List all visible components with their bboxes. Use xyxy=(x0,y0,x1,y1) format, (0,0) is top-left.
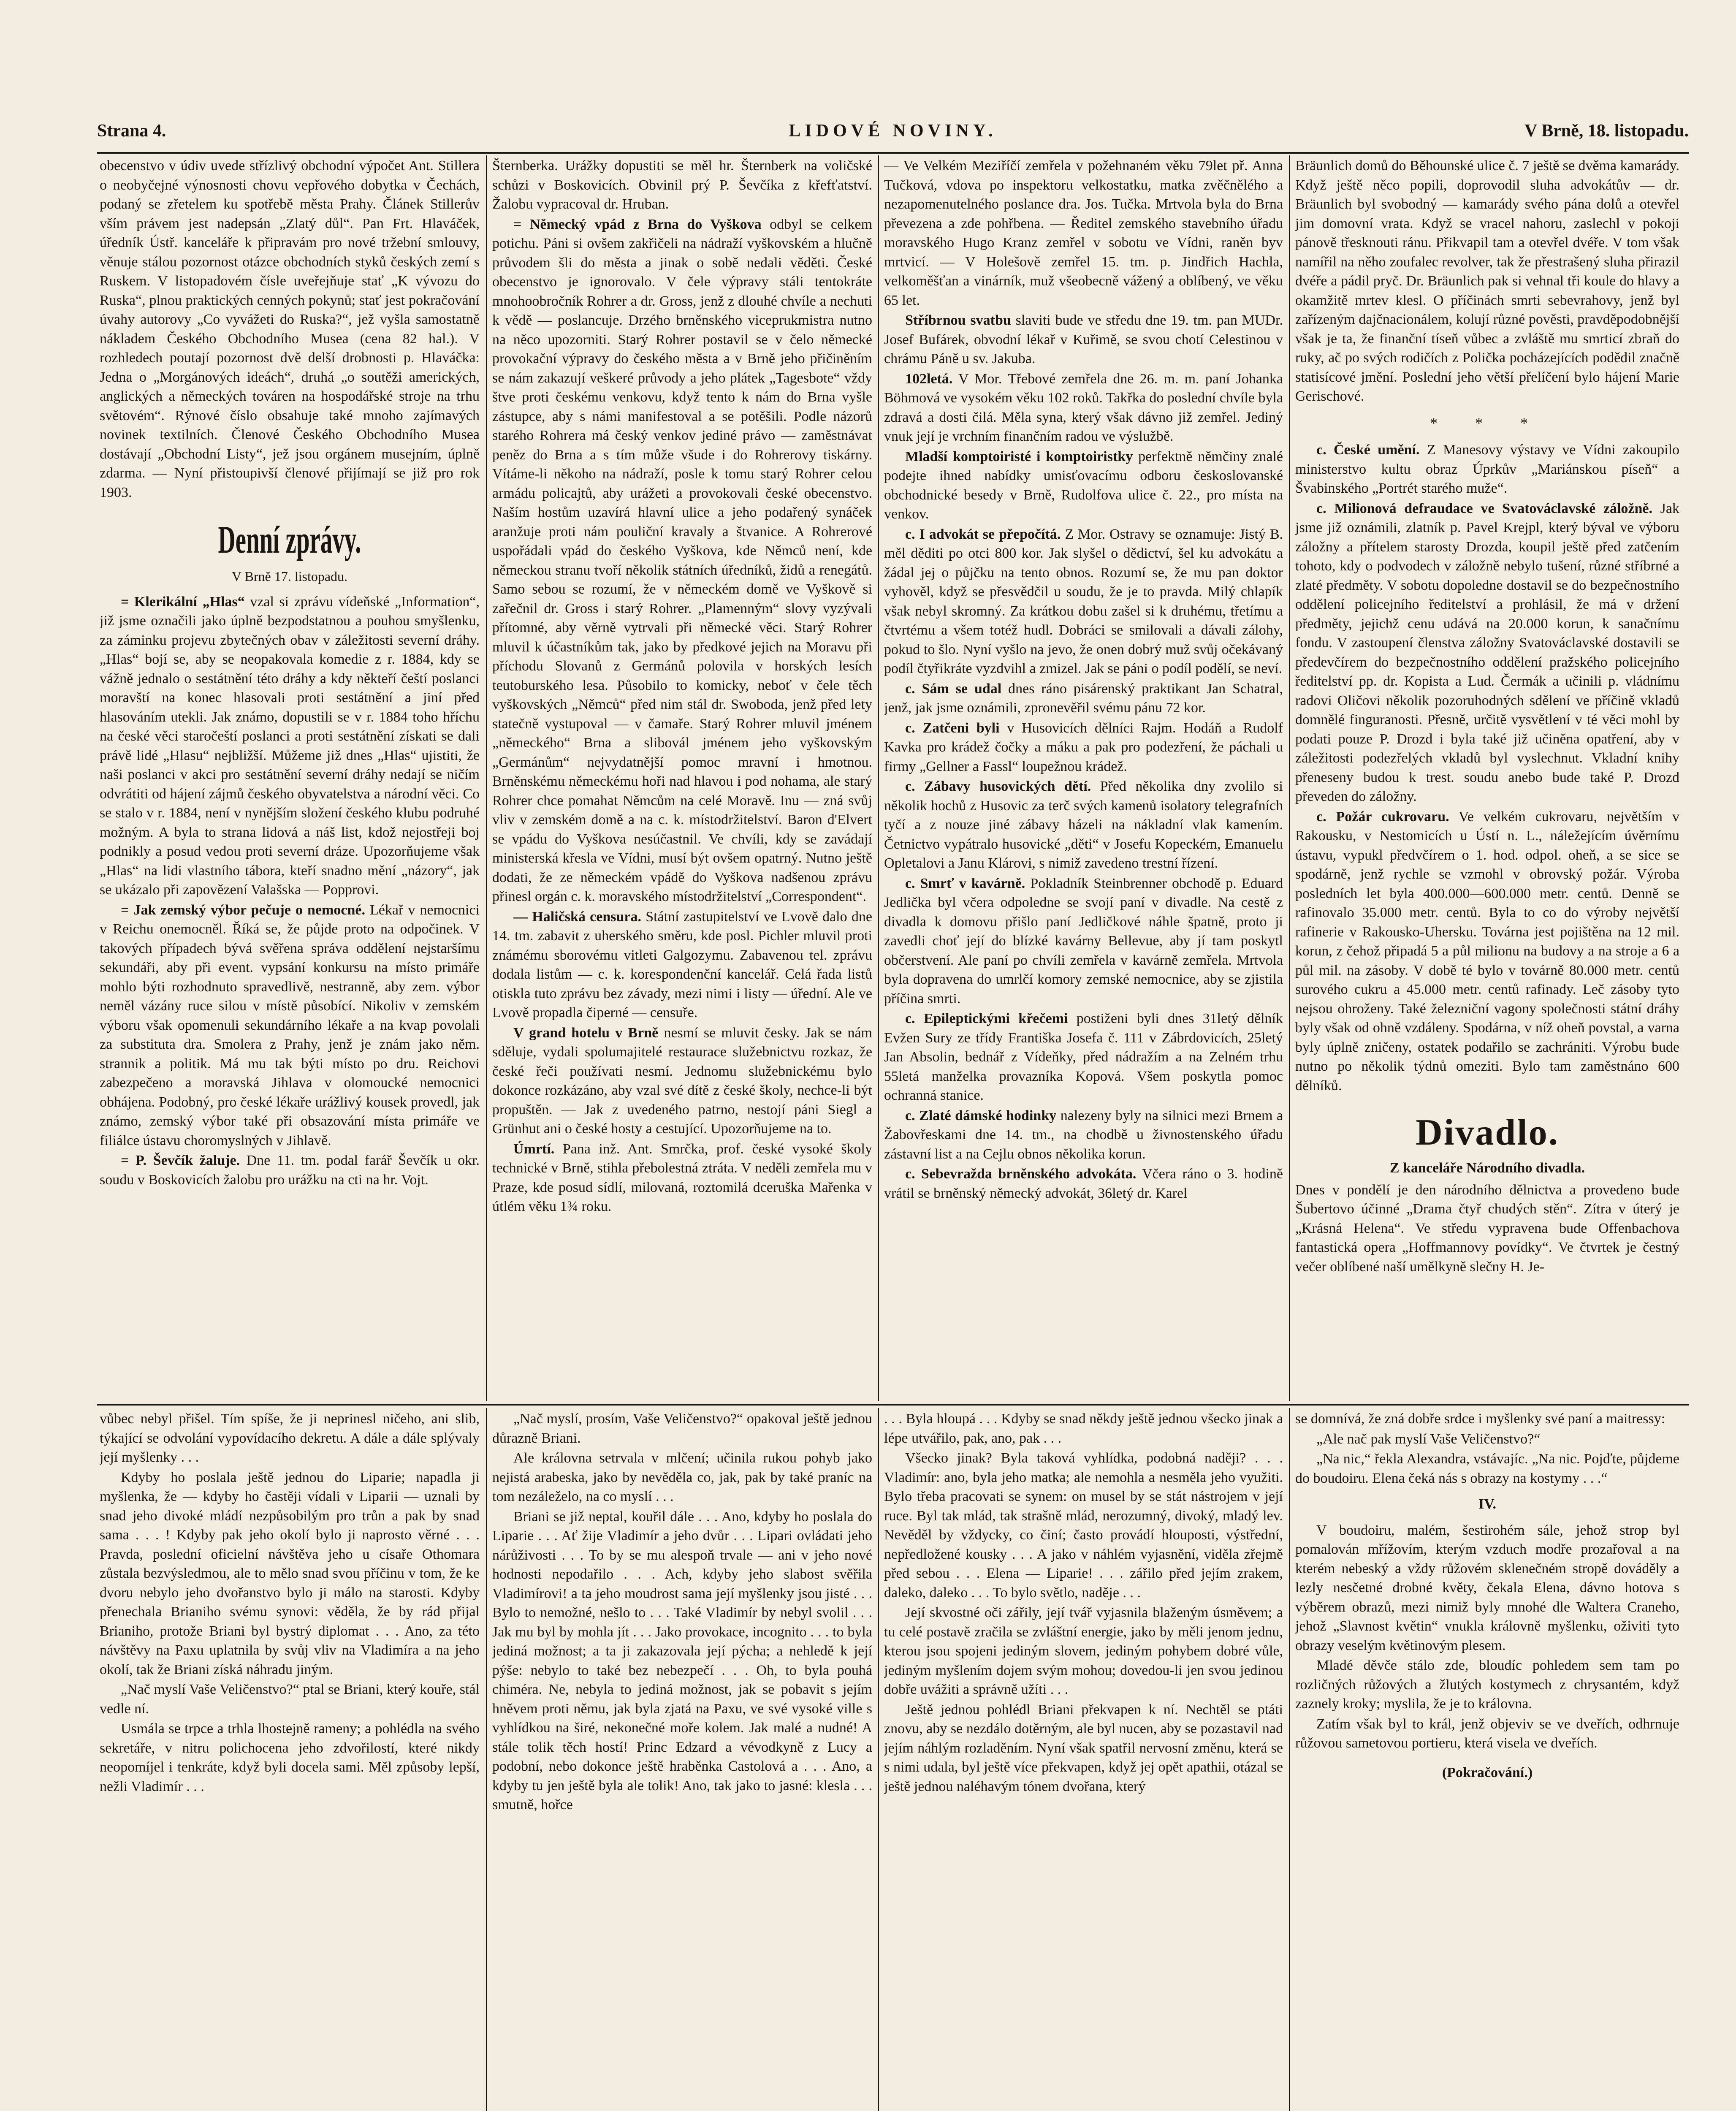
news-item-title: Zlaté dámské hodinky xyxy=(919,1107,1057,1123)
news-item-title: Smrť v kavárně. xyxy=(920,875,1025,891)
news-item-title: Zatčeni byli xyxy=(922,720,1000,736)
feuilleton-paragraph: Ale královna setrvala v mlčení; učinila rukou pohyb jako nejistá arabeska, jako by nevěděla co, jak, pak by také praníc na tom nezáleželo, na co myslí . . . xyxy=(492,1450,872,1504)
news-item: c. I advokát se přepočítá. Z Mor. Ostravy se oznamuje: Jistý B. měl děditi po otci 800 kor. Jak slyšel o dědictví, šel ku advokátu a žádal jej o půjčku na tento obnos. Rozumí se, že mu pan doktor vyhověl, když se přesvědčil u soudu, že je to pravda. Milý chlapík však nebyl skromný. Za krátkou dobu zašel si k druhému, třetímu a čtvrtému a všem totéž hudl. Dobráci se smilovali a dávali zálohy, pokud to šlo. Nyní vyšlo na jevo, že onen dobrý muž svůj očekávaný podíl čtyřikráte vyzdvihl a zmizel. Jak se páni o podíl podělí, se neví. xyxy=(884,526,1283,676)
feuilleton-column-3 xyxy=(884,1409,1283,2111)
feuilleton-paragraph: vůbec nebyl přišel. Tím spíše, že ji neprinesl ničeho, ani slib, týkající se odvolání vypovídacího dekretu. A dále a dále splývaly její myšlenky . . . xyxy=(100,1411,480,1465)
feuilleton-column-1 xyxy=(100,1409,480,2111)
news-item-title: P. Ševčík žaluje. xyxy=(135,1153,240,1168)
news-item-title: Epileptickými křečemi xyxy=(923,1011,1068,1026)
feuilleton-paragraph: Zatím však byl to král, jenž objeviv se ve dveřích, odhrnuje růžovou sametovou portieru, která visela ve dveřích. xyxy=(1295,1716,1679,1751)
feuilleton-paragraph: Usmála se trpce a trhla lhostejně rameny; a pohlédla na svého sekretáře, v nitru polichocena jeho zdvořilostí, které nikdy neopomíjel i tenkráte, když byli docela sami. Měl způsoby lepší, nežli Vladimír . . . xyxy=(100,1721,480,1794)
article-paragraph: — Ve Velkém Meziříčí zemřela v požehnaném věku 79let př. Anna Tučková, vdova po inspektoru velkostatku, matka zvěčnělého a nezapomenutelného poslance dra. Jos. Tučka. Mrtvola byla do Brna převezena a zde pohřbena. — Ředitel zemského stavebního úřadu moravského Hugo Kranz zemřel v sobotu ve Vídni, raněn byv mrtvicí. — V Holešově zemřel 15. tm. p. Jindřich Hachla, velkoměšťan a vinárník, muž všeobecně vážený a oblíbený, ve věku 65 let. xyxy=(884,158,1283,308)
feuilleton-paragraph: V boudoiru, malém, šestirohém sále, jehož strop byl pomalován mřížovím, kterým vzduch modře prozařoval a na kterém nebeský a vždy růžovém sklenečném stropě dováděly a lezly nesčetné drobné květy, čekala Elena, dávno hotova s výběrem obrazů, mezi nimiž byly mnohé dle Waltera Craneho, jehož „Slavnost květin“ vnukla královně myšlenku, oživiti tyto obrazy veselým květinovým plesem. xyxy=(1295,1522,1679,1653)
news-item-body: Včera ráno o 3. hodině vrátil se brněnský německý advokát, 36letý dr. Karel xyxy=(884,1166,1283,1201)
news-item-body: Z Manesovy výstavy ve Vídni zakoupilo ministerstvo kultu obraz Úprkův „Mariánskou píseň“ a Švabinského „Portrét starého muže“. xyxy=(1295,442,1679,496)
column-2 xyxy=(492,156,872,1402)
news-item: c. Zábavy husovických dětí. Před několika dny zvolilo si několik hochů z Husovic za terč svých kamenů isolatory telegrafních tyčí a z nouze jiné zábavy házeli na nákladní vlak kamením. Četnictvo vypátralo husovické „děti“ v Josefu Kopeckém, Emanuelu Opletalovi a Janu Klárovi, s nimiž zavedeno trestní řízení. xyxy=(884,779,1283,871)
feuilleton-paragraph: „Ale nač pak myslí Vaše Veličenstvo?“ xyxy=(1316,1431,1541,1447)
feuilleton-paragraph: Mladé děvče stálo zde, bloudíc pohledem sem tam po rozličných růžových a žlutých kostymech z chrysantém, když zaznely kroky; myslila, že je to královna. xyxy=(1295,1658,1679,1712)
feuilleton-column-4 xyxy=(1295,1409,1679,2111)
news-item-title: Sám se udal xyxy=(922,681,1002,697)
news-item: c. České umění. Z Manesovy výstavy ve Vídni zakoupilo ministerstvo kultu obraz Úprkův „Mariánskou píseň“ a Švabinského „Portrét starého muže“. xyxy=(1295,442,1679,496)
news-item: c. Požár cukrovaru. Ve velkém cukrovaru, největším v Rakousku, v Nestomicích u Ústí n. L., náležejícím úvěrnímu ústavu, vypukl předvčírem o 1. hod. odpol. oheň, a se sice se spodárně, jenž rychle se vzmohl v obrovský požár. Výroba posledních let byla 400.000—600.000 metr. centů. Denně se rafinovalo 35.000 metr. centů. Byla to co do výroby největší rafinerie v Rakousko-Uhersku. Továrna jest pojištěna na 12 mil. korun, z čehož připadá 5 a půl milionu na budovy a na stroje a 6 a půl mil. na zásoby. V době té bylo v továrně 80.000 metr. centů surového cukru a 45.000 metr. centů rafinady. Leč zásoby tyto nejsou ohroženy. Také železniční vagony společnosti státní dráhy byly však od ohně vzdáleny. Spodárna, v níž oheň povstal, a varna byly úplně zničeny, ostatek podařilo se zachrániti. Výrobu bude nutno po několik týdnů omeziti. Bylo tam zaměstnáno 600 dělníků. xyxy=(1295,809,1679,1093)
news-item-title: Z kanceláře Národního divadla. xyxy=(1389,1160,1585,1176)
article-paragraph: Bräunlich domů do Běhounské ulice č. 7 ještě se dvěma kamarády. Když ještě něco popili, doprovodil sluha advokátův — dr. Bräunlich byl svobodný — kamarády svého pána dolů a otevřel jim domovní vrata. Když se vracel nahoru, zaslechl v pokoji pánově třesknouti ránu. Přikvapil tam a otevřel dvéře. V tom však namířil na něho zoufalec revolver, tak že přestrašený sluha přirazil dvéře a pádil pryč. Dr. Bräunlich pak si vehnal tři koule do hlavy a okamžitě mrtev klesl. O příčinách smrti sebevrahovy, jenž byl zařízeným dajčnacionálem, kolují různé pověsti, pravděpodobnější však je ta, že finanční tíseň vůbec a zvláště mu smrticí zbraň do ruky, ač po svých rodičích z Polička pocházejících podědil značně statisícové jmění. Poslední jeho větší přelíčení bylo hájení Marie Gerischové. xyxy=(1295,158,1679,404)
feuilleton-rule xyxy=(97,1404,1689,1406)
news-item-body: Ve velkém cukrovaru, největším v Rakousku, v Nestomicích u Ústí n. L., náležejícím úvěrnímu ústavu, vypukl předvčírem o 1. hod. odpol. oheň, a se sice se spodárně, jenž rychle se vzmohl v obrovský požár. Výroba posledních let byla 400.000—600.000 metr. centů. Denně se rafinovalo 35.000 metr. centů. Byla to co do výroby největší rafinerie v Rakousko-Uhersku. Továrna jest pojištěna na 12 mil. korun, z čehož připadá 5 a půl milionu na budovy a na stroje a 6 a půl mil. na zásoby. V době té bylo v továrně 80.000 metr. centů surového cukru a 45.000 metr. centů rafinady. Leč zásoby tyto nejsou ohroženy. Také železniční vagony společnosti státní dráhy byly však od ohně vzdáleny. Spodárna, v níž oheň povstal, a varna byly úplně zničeny, ostatek podařilo se zachrániti. Výrobu bude nutno po několik týdnů omeziti. Bylo tam zaměstnáno 600 dělníků. xyxy=(1295,809,1679,1093)
news-item-body: dnes ráno pisárenský praktikant Jan Schatral, jenž, jak jsme oznámili, zpronevěřil svému pánu 72 kor. xyxy=(884,681,1283,716)
news-item-title: Jak zemský výbor pečuje o nemocné. xyxy=(133,902,365,918)
news-item: c. Milionová defraudace ve Svatováclavské záložně. Jak jsme již oznámili, zlatník p. Pavel Krejpl, který býval ve výboru záložny a přítelem starosty Drozda, koupil ještě před zatčením tohoto, kdy o podvodech v záložně nebylo tušení, různé stříbrné a zlaté předměty. V sobotu dopoledne dostavil se do bezpečnostního oddělení policejního ředitelství a prohlásil, že má v držení předměty, jejichž cenu udává na 20.000 korun, k sanačnímu fondu. V zastoupení členstva záložny Svatováclavské dostavili se předevčírem do bezpečnostního oddělení pražského policejního ředitelství pp. dr. Kopista a Lud. Čermák a učinili p. vládnímu radovi Oličovi několik pozoruhodných sdělení ve příčině vkladů domnělé finguranosti. Přesně, určitě vysvětlení v té věci mohl by podati pouze P. Drozd i byla také již učiněna opatření, aby v záležitosti podezřelých vkladů byl vyslechnut. Vkladní knihy přeneseny budou k trest. soudu anebo bude také P. Drozd převeden do záložny. xyxy=(1295,500,1679,804)
news-item-body: Před několika dny zvolilo si několik hochů z Husovic za terč svých kamenů isolatory telegrafních tyčí a z nouze jiné zábavy házeli na nákladní vlak kamením. Četnictvo vypátralo husovické „děti“ v Josefu Kopeckém, Emanuelu Opletalovi a Janu Klárovi, s nimiž zavedeno trestní řízení. xyxy=(884,779,1283,871)
news-item-body: Státní zastupitelství ve Lvově dalo dne 14. tm. zabavit z uherského směru, kde posl. Pichler mluvil proti známému sborovému vitleti Galgozymu. Zabavenou tel. zprávu dodala listům — c. k. korespondenční kancelář. Celá řada listů otiskla tuto zprávu bez závady, mezi nimi i listy — úřední. Ale ve Lvově propadla čiperné — censuře. xyxy=(492,909,872,1020)
article-paragraph: obecenstvo v údiv uvede střízlivý obchodní výpočet Ant. Stillera o neobyčejné výnosnosti chovu vepřového dobytka v Čechách, podaný se zřetelem ku spotřebě města Prahy. Článek Stillerův vším právem jest nadepsán „Zlatý důl“. Pan Frt. Hlaváček, úředník Ústř. kanceláře k připravám pro nové tržební smlouvy, věnuje stálou pozornost otázce obchodních styků českých zemí s Ruskem. V listopadovém čísle uveřejňuje stať „K vývozu do Ruska“, plnou praktických cenných pokynů; stať jest pokračování úvahy autorovy „Co vyvážeti do Ruska?“, jež vyšla samostatně nákladem Českého Obchodního Musea (cena 82 hal.). V rozhledech poutají pozornost dvě delší drobnosti p. Hlaváčka: Jedna o „Morgánových ideách“, druhá „o soutěži amerických, anglických a německých továren na hospodářské stroje na trhu světovém“. Rýnové číslo obsahuje také mnoho zajímavých novinek textilních. Členové Českého Obchodního Musea dostávají „Obchodní Listy“, jež jsou orgánem musejním, úplně zdarma. — Nyní přistoupivší členové přijímají se již pro rok 1903. xyxy=(100,158,480,500)
page-number: Strana 4. xyxy=(97,121,166,141)
news-item: c. Zatčeni byli v Husovicích dělníci Rajm. Hodáň a Rudolf Kavka pro krádež čočky a máku a pak pro podezření, že páchali u firmy „Gellner a Fassl“ loupežnou krádež. xyxy=(884,720,1283,774)
news-item: c. Smrť v kavárně. Pokladník Steinbrenner obchodě p. Eduard Jedlička byl včera odpoledne se svojí paní v divadle. Na cestě z divadla k domovu přišlo paní Jedličkové náhle špatně, proto ji zavedli choť její do blízké kavárny Bellevue, aby jí tam poskytl občerstvení. Ale paní po chvíli zemřela v kavárně zemřela. Mrtvola byla dopravena do umrlčí komory zemské nemocnice, aby se zjistila příčina smrti. xyxy=(884,875,1283,1007)
news-item-body: Pokladník Steinbrenner obchodě p. Eduard Jedlička byl včera odpoledne se svojí paní v divadle. Na cestě z divadla k domovu přišlo paní Jedličkové náhle špatně, proto ji zavedli choť její do blízké kavárny Bellevue, aby jí tam poskytl občerstvení. Ale paní po chvíli zemřela v kavárně zemřela. Mrtvola byla dopravena do umrlčí komory zemské nemocnice, aby se zjistila příčina smrti. xyxy=(884,875,1283,1007)
header-rule xyxy=(97,152,1689,154)
news-item-title: České umění. xyxy=(1334,442,1420,458)
news-item-body: v Husovicích dělníci Rajm. Hodáň a Rudolf Kavka pro krádež čočky a máku a pak pro podezření, že páchali u firmy „Gellner a Fassl“ loupežnou krádež. xyxy=(884,720,1283,774)
chapter-number: IV. xyxy=(1478,1496,1496,1512)
news-item xyxy=(492,1140,872,1216)
news-item-body: slaviti bude ve středu dne 19. tm. pan MUDr. Josef Bufárek, obvodní lékař v Kuřimě, se svou chotí Celestinou v chrámu Páně u sv. Jakuba. xyxy=(884,312,1283,366)
news-item-title: Úmrtí. xyxy=(513,1141,555,1157)
date-place: V Brně, 18. listopadu. xyxy=(1524,121,1689,141)
feuilleton-paragraph: „Na nic,“ řekla Alexandra, vstávajíc. „Na nic. Pojďte, půjdeme do boudoiru. Elena čeká nás s obrazy na kostymy . . .“ xyxy=(1295,1451,1679,1486)
news-item-title: V grand hotelu v Brně xyxy=(513,1025,659,1041)
news-item: c. Sebevražda brněnského advokáta. Včera ráno o 3. hodině vrátil se brněnský německý advokát, 36letý dr. Karel xyxy=(884,1166,1283,1201)
news-item-body: Pana inž. Ant. Smrčka, prof. české vysoké školy technické v Brně, stihla přebolestná ztráta. V neděli zemřela mu v Praze, kde posud sídlí, milovaná, roztomilá dceruška Mařenka v útlém věku 1¾ roku. xyxy=(492,1141,872,1214)
feuilleton-paragraph: „Nač myslí Vaše Veličenstvo?“ ptal se Briani, který kouře, stál vedle ní. xyxy=(100,1682,480,1717)
news-item-title: Klerikální „Hlas“ xyxy=(134,594,245,610)
news-item: c. Epileptickými křečemi postiženi byli dnes 31letý dělník Evžen Sury ze třídy Františka Josefa č. 111 v Zábrdovicích, 25letý Jan Absolin, bednář z Vídeňky, před nádražím a na Zelném trhu 55letá manželka provazníka Kopová. Všem poskytla pomoc ochranná stanice. xyxy=(884,1011,1283,1103)
column-1 xyxy=(100,156,480,1402)
news-item xyxy=(884,447,1283,524)
news-item-body: odbyl se celkem potichu. Páni si ovšem zakřičeli na nádraží vyškovském a hlučně průvodem šli do města a jinak o sobě nedali věděti. České obecenstvo je ignorovalo. V čele výpravy stáli tentokráte mnohoobročník Rohrer a dr. Gross, jenž z dlouhé chvíle a nechuti k vědě — poslancuje. Drzého brněnského viceprukmistra nutno na něco upozorniti. Starý Rohrer postavil se v čelo německé provokační výpravy do českého města a v Brně jeho přičiněním se nám zakazují veškeré průvody a jeho plátek „Tagesbote“ vždy štve proti českému venkovu, když tento k nám do Brna vyšle zástupce, aby s námi manifestoval a se potěšili. Podle názorů starého Rohrera má český venkov jediné právo — zaměstnávat peněz do Brna a s tím může všude i do Rohrerovy tiskárny. Vítáme-li někoho na nádraží, posle k tomu starý Rohrer celou armádu policajtů, aby urážeti a provokovali české obecenstvo. Naším hostům uzavírá hlavní ulice a jeho podařený synáček aranžuje proti nám pouliční kravaly a štvanice. A Rohrerové uspořádali vpád do českého Vyškova, kde Němců není, kde německou stranu tvoří několik státních úředníků, židů a renegátů. Samo sebou se rozumí, že v německém domě ve Vyškově si zařečnil dr. Gross i starý Rohrer. „Plamenným“ slovy vyzývali přítomné, aby věrně vytrvali při německé věci. Starý Rohrer mluvil k účastníkům tak, jako by předkové jejich na Moravu při příchodu Slovanů z Germánů polovila v horských lesích teutoburského lesa. Působilo to komicky, neboť v čele těch vyškovských „Němců“ před nim stál dr. Swoboda, jenž před lety statečně vystupoval — v čamaře. Starý Rohrer mluvil jménem „německého“ Brna a slibovál jménem jeho vyškovským „Germánům“ nejvydatnější pomoc mravní i hmotnou. Brněnskému německému hoři nad hlavou i pod nohama, ale starý Rohrer chce pomahat Němcům na celé Moravě. Inu — zná svůj vliv v zemském domě a na c. k. místodržitelství. Baron d'Elvert se vpádu do Vyškova nesúčastnil. Ve chvíli, kdy se zavádají ministerská křesla ve Vídni, musí být ovšem opatrný. Nutno ještě dodati, že ze německém vpádě do Vyškova nadšenou zprávu přinesl orgán c. k. moravského místodržitelství „Correspondent“. xyxy=(492,216,872,904)
continuation-note: (Pokračování.) xyxy=(1442,1764,1533,1780)
column-rule xyxy=(878,1408,879,2111)
news-item-body: Z Mor. Ostravy se oznamuje: Jistý B. měl děditi po otci 800 kor. Jak slyšel o dědictví, šel ku advokátu a žádal jej o půjčku na tento obnos. Rozumí se, že mu pan doktor vyhověl, když se přesvědčil u soudu, že je to pravda. Milý chlapík však nebyl skromný. Za krátkou dobu zašel si k druhému, třetímu a čtvrtému a všem totéž hudl. Dobráci se smilovali a dávali zálohy, pokud to šlo. Nyní vyšlo na jevo, že onen dobrý muž svůj očekávaný podíl čtyřikráte vyzdvihl a zmizel. Jak se páni o podíl podělí, se neví. xyxy=(884,526,1283,676)
news-item xyxy=(492,1023,872,1139)
news-item-body: Dne 11. tm. podal farář Ševčík u okr. soudu v Boskovicích žalobu pro urážku na cti na hr. Vojt. xyxy=(100,1153,480,1188)
news-item-body: Jak jsme již oznámili, zlatník p. Pavel Krejpl, který býval ve výboru záložny a přítelem starosty Drozda, koupil ještě před zatčením tohoto, kdy o podvodech v záložně nebylo tušení, různé stříbrné a zlaté předměty. V sobotu dopoledne dostavil se do bezpečnostního oddělení policejního ředitelství a prohlásil, že má v držení předměty, jejichž cenu udává na 20.000 korun, k sanačnímu fondu. V zastoupení členstva záložny Svatováclavské dostavili se předevčírem do bezpečnostního oddělení pražského policejního ředitelství pp. dr. Kopista a Lud. Čermák a učinili p. vládnímu radovi Oličovi několik pozoruhodných sdělení ve příčině vkladů domnělé finguranosti. Přesně, určitě vysvětlení v té věci mohl by podati pouze P. Drozd i byla také již učiněna opatření, aby v záležitosti podezřelých vkladů byl vyslechnut. Vkladní knihy přeneseny budou k trest. soudu anebo bude také P. Drozd převeden do záložny. xyxy=(1295,500,1679,804)
news-item-title: I advokát se přepočítá. xyxy=(919,526,1061,542)
news-item-body: Lékař v nemocnici v Reichu onemocněl. Říká se, že půjde proto na odpočinek. V takových případech bývá svěřena správa oddělení nejstaršímu sekundáři, aby při event. vypsání konkursu na místo primáře mohlo býti rozhodnuto spravedlivě, nestranně, aby zem. výbor neměl vázány ruce silou v místě působící. Nikoliv v zemském výboru však opomenuli sekundárního lékaře a na kvap povolali za substituta dra. Smolera z Prahy, jenž je znám jako něm. strannik a politik. Má mu tak býti místo po dru. Reichovi zabezpečeno a moravská Jihlava v olomoucké nemocnici obhájena. Podobný, pro české lékaře urážlivý kousek provedl, jak známo, zemský výbor také při obsazování místa primáře ve filiálce ústavu choromyslných v Jihlavě. xyxy=(100,902,480,1148)
news-item xyxy=(884,311,1283,369)
news-item: = Klerikální „Hlas“ vzal si zprávu vídeňské „Information“, již jsme označili jako úplně bezpodstatnou a pouhou smyšlenku, za záminku projevu zbytečných obav v záležitosti severní dráhy. „Hlas“ bojí se, aby se neopakovala komedie z r. 1884, kdy se vážně jednalo o sestátnění této dráhy a kdy někteří čeští poslanci moravští na konec hlasovali proti sestátnění a jiní před hlasováním utekli. Jak známo, dopustili se v r. 1884 toho hříchu na české věci staročeští poslanci a proti sestátnění získati se dali právě lidé „Hlasu“ nejbližší. Můžeme již dnes „Hlas“ ujistiti, že naši poslanci v akci pro sestátnění severní dráhy nedají se ničím odvrátiti od hájení zájmů českého obyvatelstva a národní věci. Co se stalo v r. 1884, není v nynějším složení českého klubu podruhé možným. A byla to strana lidová a náš list, kdož nejostřeji boj podnikly a posud vedou proti severní dráze. Upozorňujeme však „Hlas“ na lidi vlastního tábora, kteří snadno mění „názory“, jak se ukázalo při zapovězení Valašska — Popprovi. xyxy=(100,594,480,898)
news-item-body: nesmí se mluvit česky. Jak se nám sděluje, vydali spolumajitelé restaurace služebnictvu rozkaz, že české řeči používati nesmí. Jednomu služebnickému bylo dokonce rozkázáno, aby vzal své dítě z české školy, nechce-li být propuštěn. — Jak z uvedeného patrno, nestojí páni Siegl a Grünhut ani o české hosty a cestující. Upozorňujeme na to. xyxy=(492,1025,872,1137)
page-header xyxy=(97,121,1689,150)
feuilleton-paragraph: Briani se již neptal, kouřil dále . . . Ano, kdyby ho poslala do Liparie . . . Ať žije Vladimír a jeho dvůr . . . Lipari ovládati jeho nárůživosti . . . To by se mu alespoň trvale — ani v jeho nové hodnosti nepodařilo . . . Ach, kdyby jeho slabost svěřila Vladimírovi! a ta jeho moudrost sama její myšlenky jsou jisté . . . Bylo to nemožné, nešlo to . . . Také Vladimír by nebyl svolil . . . Jak mu byl by mohla jít . . . Jako provokace, incognito . . . to byla jediná možnost; a ta ji zakazovala její pýcha; a nehledě k její pýše: nebylo to také bez nebezpečí . . . Oh, to byla pouhá chiméra. Ne, nebyla to jediná možnost, jak se pobavit s jejím hněvem proti němu, jak byla zjatá na Paxu, ve své vysoké ville s vyhlídkou na širé, nekonečné moře kolem. Jak malé a nudné! A stále tolik těch hostí! Princ Edzard a vévodkyně z Lucy a podobní, nebo dokonce ještě hraběnka Castolová a . . . Ano, a kdyby tu jen ještě byla ale tolik! Ano, tak jako to jasné: klesla . . . smutně, hořce xyxy=(492,1509,872,1813)
column-rule xyxy=(486,1408,487,2111)
news-item-body: Dnes v pondělí je den národního dělnictva a provedeno bude Šubertovo účinné „Drama čtyř chudých stěn“. Zítra v úterý je „Krásná Helena“. Ve středu vypravena bude Offenbachova fantastická opera „Hoffmannovy povídky“. Ve čtvrtek je čestný večer oblíbené naší umělkyně slečny H. Je- xyxy=(1295,1182,1679,1275)
feuilleton-paragraph: Všecko jinak? Byla taková vyhlídka, podobná naději? . . . Vladimír: ano, byla jeho matka; ale nemohla a nesměla jeho využiti. Bylo třeba pracovati se synem: on musel by se stát nástrojem v její ruce. Byl tak mlád, tak strašně mlád, nerozumný, divoký, mladý lev. Nevěděl by vždycky, co činí; často provádí hlouposti, výstřední, nepředložené kousky . . . A jako v náhlém vyjasnění, viděla zřejmě před sebou . . . Elena — Liparie! . . . zářilo před jejím zrakem, daleko, daleko . . . To bylo světlo, naděje . . . xyxy=(884,1450,1283,1601)
feuilleton-column-2 xyxy=(492,1409,872,2111)
column-rule xyxy=(1289,155,1290,1401)
feuilleton-paragraph: Její skvostné oči zářily, její tvář vyjasnila blaženým úsměvem; a tu celé postavě zračila se zvláštní energie, jako by měli jenom jednu, kterou jsou spojeni jediným slovem, jediným pohybem dobré vůle, jediným myšlením dojem svým mohou; dovedou-li jen svou jedinou dobře uvážiti a správně užíti . . . xyxy=(884,1605,1283,1697)
feuilleton-paragraph: „Nač myslí, prosím, Vaše Veličenstvo?“ opakoval ještě jednou důrazně Briani. xyxy=(492,1411,872,1446)
news-item-title: Haličská censura. xyxy=(532,909,641,925)
news-item: = Německý vpád z Brna do Vyškova odbyl se celkem potichu. Páni si ovšem zakřičeli na nádraží vyškovském a hlučně průvodem šli do města a jinak o sobě nedali věděti. České obecenstvo je ignorovalo. V čele výpravy stáli tentokráte mnohoobročník Rohrer a dr. Gross, jenž z dlouhé chvíle a nechuti k vědě — poslancuje. Drzého brněnského viceprukmistra nutno na něco upozorniti. Starý Rohrer postavil se v čelo německé provokační výpravy do českého města a v Brně jeho přičiněním se nám zakazují veškeré průvody a jeho plátek „Tagesbote“ vždy štve proti českému venkovu, když tento k nám do Brna vyšle zástupce, aby s námi manifestoval a se potěšili. Podle názorů starého Rohrera má český venkov jediné právo — zaměstnávat peněz do Brna a s tím může všude i do Rohrerovy tiskárny. Vítáme-li někoho na nádraží, posle k tomu starý Rohrer celou armádu policajtů, aby urážeti a provokovali české obecenstvo. Naším hostům uzavírá hlavní ulice a jeho podařený synáček aranžuje proti nám pouliční kravaly a štvanice. A Rohrerové uspořádali vpád do českého Vyškova, kde Němců není, kde německou stranu tvoří několik státních úředníků, židů a renegátů. Samo sebou se rozumí, že v německém domě ve Vyškově si zařečnil dr. Gross i starý Rohrer. „Plamenným“ slovy vyzývali přítomné, aby věrně vytrvali při německé věci. Starý Rohrer mluvil k účastníkům tak, jako by předkové jejich na Moravu při příchodu Slovanů z Germánů polovila v horských lesích teutoburského lesa. Působilo to komicky, neboť v čele těch vyškovských „Němců“ před nim stál dr. Swoboda, jenž před lety statečně vystupoval — v čamaře. Starý Rohrer mluvil jménem „německého“ Brna a slibovál jménem jeho vyškovským „Germánům“ nejvydatnější pomoc mravní i hmotnou. Brněnskému německému hoři nad hlavou i pod nohama, ale starý Rohrer chce pomahat Němcům na celé Moravě. Inu — zná svůj vliv v zemském domě a na c. k. místodržitelství. Baron d'Elvert se vpádu do Vyškova nesúčastnil. Ve chvíli, kdy se zavádají ministerská křesla ve Vídni, musí být ovšem opatrný. Nutno ještě dodati, že ze německém vpádě do Vyškova nadšenou zprávu přinesl orgán c. k. moravského místodržitelství „Correspondent“. xyxy=(492,216,872,904)
article-paragraph: Šternberka. Urážky dopustiti se měl hr. Šternberk na voličské schůzi v Boskovicích. Obvinil prý P. Ševčíka z křefťatství. Žalobu vypracoval dr. Hruban. xyxy=(492,158,872,212)
newspaper-title: LIDOVÉ NOVINY. xyxy=(789,121,997,141)
column-4 xyxy=(1295,156,1679,1402)
news-item: = Jak zemský výbor pečuje o nemocné. Lékař v nemocnici v Reichu onemocněl. Říká se, že půjde proto na odpočinek. V takových případech bývá svěřena správa oddělení nejstaršímu sekundáři, aby při event. vypsání konkursu na místo primáře mohlo býti rozhodnuto spravedlivě, nestranně, aby zem. výbor neměl vázány ruce silou v místě působící. Nikoliv v zemském výboru však opomenuli sekundárního lékaře a na kvap povolali za substituta dra. Smolera z Prahy, jenž je znám jako něm. strannik a politik. Má mu tak býti místo po dru. Reichovi zabezpečeno a moravská Jihlava v olomoucké nemocnici obhájena. Podobný, pro české lékaře urážlivý kousek provedl, jak známo, zemský výbor také při obsazování místa primáře ve filiálce ústavu choromyslných v Jihlavě. xyxy=(100,902,480,1148)
column-3 xyxy=(884,156,1283,1402)
column-rule xyxy=(1289,1408,1290,2111)
news-item-body: V Mor. Třebové zemřela dne 26. m. m. paní Johanka Böhmová ve vysokém věku 102 roků. Takřka do poslední chvíle byla zdravá a dosti čilá. Měla syna, který však dávno již zemřel. Jediný vnuk její je vrchním finančním radou ve výslužbě. xyxy=(884,371,1283,444)
news-item-title: Mladší komptoiristé i komptoiristky xyxy=(905,448,1133,464)
news-item: = P. Ševčík žaluje. Dne 11. tm. podal farář Ševčík u okr. soudu v Boskovicích žalobu pro urážku na cti na hr. Vojt. xyxy=(100,1153,480,1188)
news-item-title: Německý vpád z Brna do Vyškova xyxy=(529,216,762,232)
news-item-title: Milionová defraudace ve Svatováclavské záložně. xyxy=(1334,500,1652,516)
news-item-title: Sebevražda brněnského advokáta. xyxy=(921,1166,1137,1182)
column-rule xyxy=(486,155,487,1401)
feuilleton-paragraph: se domnívá, že zná dobře srdce i myšlenky své paní a maitressy: xyxy=(1295,1411,1665,1427)
news-item-title: Stříbrnou svatbu xyxy=(905,312,1011,328)
news-item-title: Požár cukrovaru. xyxy=(1336,809,1449,825)
news-item-body: postiženi byli dnes 31letý dělník Evžen Sury ze třídy Františka Josefa č. 111 v Zábrdovicích, 25letý Jan Absolin, bednář z Vídeňky, před nádražím a na Zelném trhu 55letá manželka provazníka Kopová. Všem poskytla pomoc ochranná stanice. xyxy=(884,1011,1283,1103)
news-item-title: Zábavy husovických dětí. xyxy=(924,779,1091,794)
column-rule xyxy=(878,155,879,1401)
separator-stars: * * * xyxy=(1430,414,1545,431)
news-item: — Haličská censura. Státní zastupitelství ve Lvově dalo dne 14. tm. zabavit z uherského směru, kde posl. Pichler mluvil proti známému sborovému vitleti Galgozymu. Zabavenou tel. zprávu dodala listům — c. k. korespondenční kancelář. Celá řada listů otiskla tuto zprávu bez závady, mezi nimi i listy — úřední. Ale ve Lvově propadla čiperné — censuře. xyxy=(492,909,872,1020)
news-item xyxy=(884,369,1283,446)
section-heading: Denní zprávy. xyxy=(218,518,361,561)
news-item: c. Zlaté dámské hodinky nalezeny byly na silnici mezi Brnem a Žabovřeskami dne 14. tm., na chodbě u živnostenského úřadu zástavní list a na Cejlu obnos několika korun. xyxy=(884,1107,1283,1162)
feuilleton-paragraph: Kdyby ho poslala ještě jednou do Liparie; napadla ji myšlenka, že — kdyby ho častěji vídali v Liparii — uznali by snad jeho divoké mládí nezpůsobilým pro trůn a pak by snad sama . . . ! Kdyby pak jeho okolí bylo ji naprosto věrné . . . Pravda, poslední oficielní návštěva jeho u císaře Othomara zůstala bezvýsledmou, ale to mělo snad svou příčinu v tom, že ke dvoru nebylo jeho dvořanstvo bylo ji málo na starosti. Kdyby přenechala Brianiho svému synovi: věděla, že by rád přijal Brianiho, protože Briani byl bystrý diplomat . . . Ano, za této návštěvy na Paxu uplatnila by svůj vliv na Vladimíra a na jeho okolí, tak že Briani získá náhradu jiným. xyxy=(100,1469,480,1677)
feuilleton-paragraph: Ještě jednou pohlédl Briani překvapen k ní. Nechtěl se ptáti znovu, aby se nezdálo dotěrným, ale byl nucen, aby se pozastavil nad jejím náhlým rozladěním. Nyní však spatřil nervosní změnu, která se s nimi udala, byl ještě více překvapen, když jej opět apathii, otázal se ještě jednou naléhavým tónem dvořana, který xyxy=(884,1701,1283,1794)
feuilleton-paragraph: . . . Byla hloupá . . . Kdyby se snad někdy ještě jednou všecko jinak a lépe utvářilo, pak, ano, pak . . . xyxy=(884,1411,1283,1446)
news-item-title: 102letá. xyxy=(905,371,953,387)
dateline: V Brně 17. listopadu. xyxy=(231,569,348,584)
section-heading: Divadlo. xyxy=(1416,1112,1559,1153)
news-item-body: perfektně němčiny znalé podejte ihned nabídky umisťovacímu odboru českoslovanské obchodnické besedy v Brně, Rudolfova ulice č. 22., pro místa na venkov. xyxy=(884,448,1283,522)
news-item-body: vzal si zprávu vídeňské „Information“, již jsme označili jako úplně bezpodstatnou a pouhou smyšlenku, za záminku projevu zbytečných obav v záležitosti severní dráhy. „Hlas“ bojí se, aby se neopakovala komedie z r. 1884, kdy se vážně jednalo o sestátnění této dráhy a kdy někteří čeští poslanci moravští na konec hlasovali proti sestátnění a jiní před hlasováním utekli. Jak známo, dopustili se v r. 1884 toho hříchu na české věci staročeští poslanci a proti sestátnění získati se dali právě lidé „Hlasu“ nejbližší. Můžeme již dnes „Hlas“ ujistiti, že naši poslanci v akci pro sestátnění severní dráhy nedají se ničím odvrátiti od hájení zájmů českého obyvatelstva a národní věci. Co se stalo v r. 1884, není v nynějším složení českého klubu podruhé možným. A byla to strana lidová a náš list, kdož nejostřeji boj podnikly a posud vedou proti severní dráze. Upozorňujeme však „Hlas“ na lidi vlastního tábora, kteří snadno mění „názory“, jak se ukázalo při zapovězení Valašska — Popprovi. xyxy=(100,594,480,898)
news-item-body: nalezeny byly na silnici mezi Brnem a Žabovřeskami dne 14. tm., na chodbě u živnostenského úřadu zástavní list a na Cejlu obnos několika korun. xyxy=(884,1107,1283,1162)
news-item: c. Sám se udal dnes ráno pisárenský praktikant Jan Schatral, jenž, jak jsme oznámili, zpronevěřil svému pánu 72 kor. xyxy=(884,681,1283,716)
